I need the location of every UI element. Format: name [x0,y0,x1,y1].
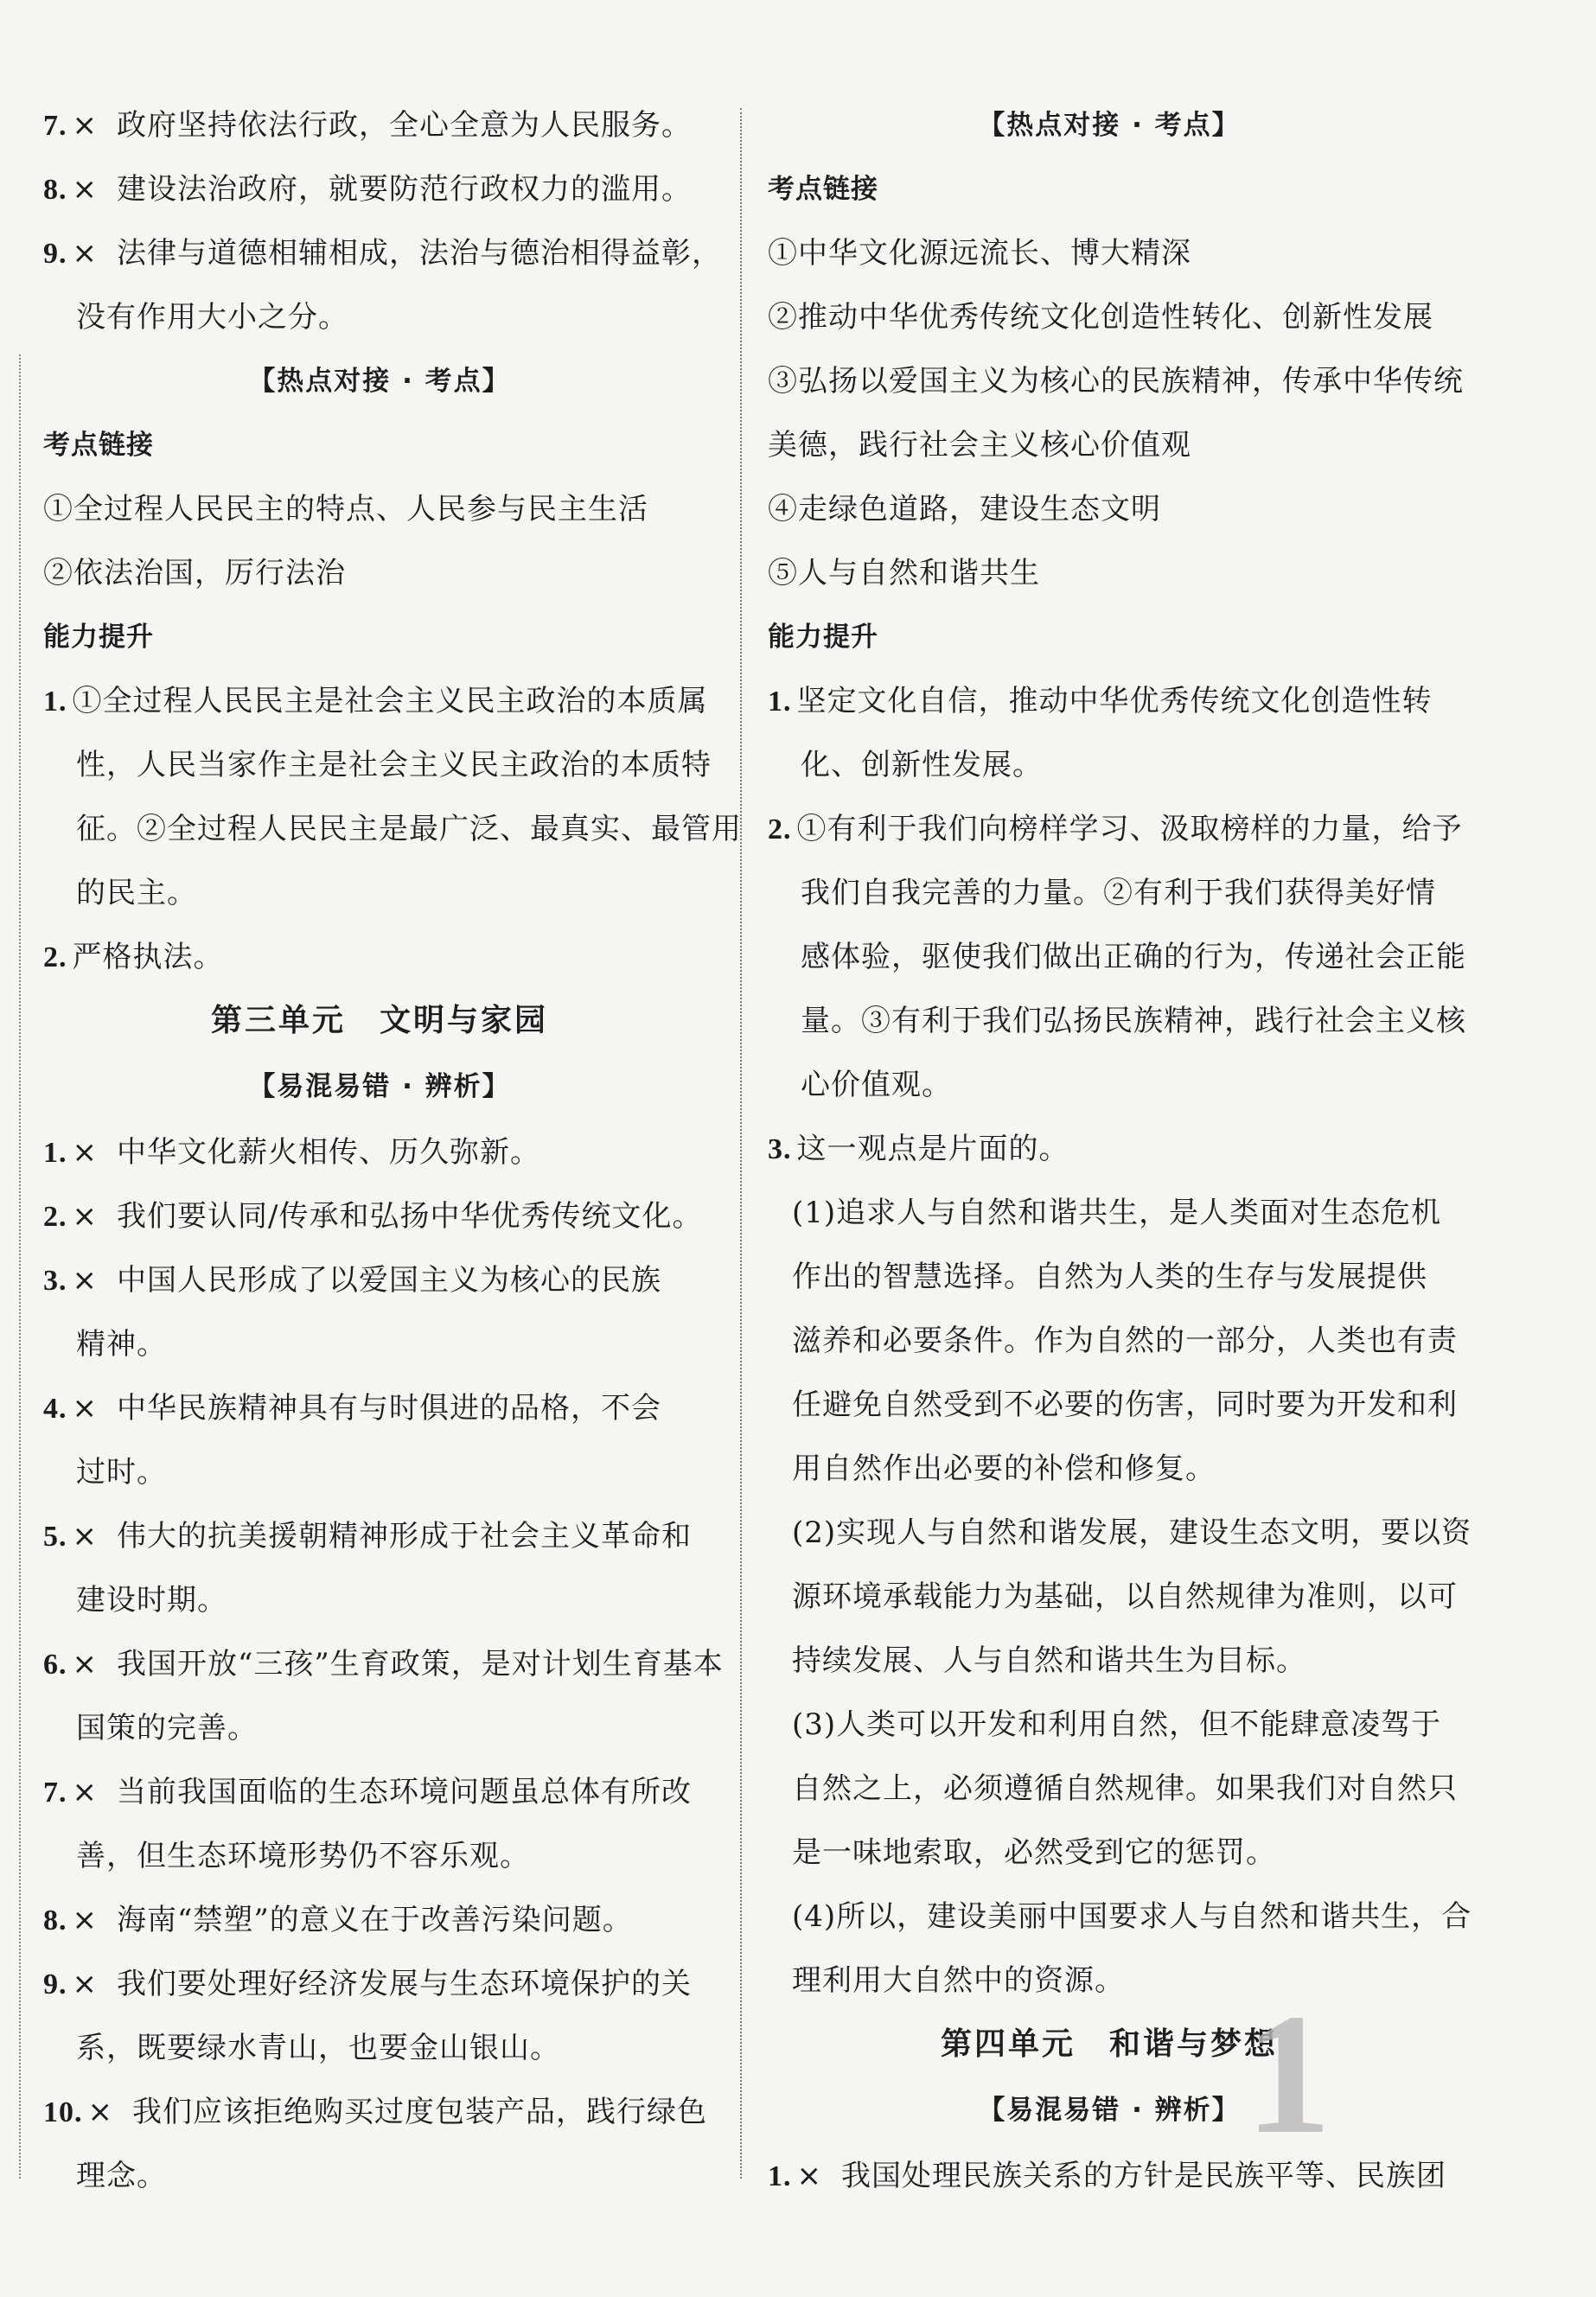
answer-para-cont: 是一味地索取，必然受到它的惩罚。 [792,1835,1276,1870]
answer-line-cont: 量。③有利于我们弘扬民族精神，践行社会主义核 [801,1004,1466,1038]
answer-line: 2. × 我们要认同/传承和弘扬中华优秀传统文化。 [43,1199,703,1234]
answer-line-cont: 感体验，驱使我们做出正确的行为，传递社会正能 [801,940,1466,974]
point-line: ④走绿色道路，建设生态文明 [768,492,1161,526]
answer-line: 8. × 海南“禁塑”的意义在于改善污染问题。 [43,1903,633,1937]
answer-line-cont: 我们自我完善的力量。②有利于我们获得美好情 [801,876,1436,910]
answer-para-cont: 用自然作出必要的补偿和修复。 [792,1452,1216,1486]
answer-line: 7. × 政府坚持依法行政，全心全意为人民服务。 [43,108,692,143]
subheading: 考点链接 [43,430,154,461]
answer-line: 7. × 当前我国面临的生态环境问题虽总体有所改 [43,1775,692,1809]
point-line: ①中华文化源远流长、博大精深 [768,236,1191,271]
answer-para-cont: 滋养和必要条件。作为自然的一部分，人类也有责 [792,1324,1458,1358]
answer-para: (3)人类可以开发和利用自然，但不能肆意凌驾于 [792,1707,1442,1742]
unit-title: 第四单元 和谐与梦想 [940,2026,1278,2062]
answer-line: 1. × 中华文化薪火相传、历久弥新。 [43,1135,540,1170]
point-line: ①全过程人民民主的特点、人民参与民主生活 [43,492,648,526]
subheading: 考点链接 [768,174,878,205]
answer-para-cont: 理利用大自然中的资源。 [792,1963,1125,1998]
section-heading: 【热点对接 · 考点】 [978,110,1241,141]
answer-line-cont: 征。②全过程人民民主是最广泛、最真实、最管用 [76,812,742,846]
page-number: 1 [1245,1979,1331,2170]
section-heading: 【热点对接 · 考点】 [248,366,511,397]
answer-line-cont: 化、创新性发展。 [801,748,1043,782]
point-line: ②依法治国，厉行法治 [43,556,346,590]
answer-line: 4. × 中华民族精神具有与时俱进的品格，不会 [43,1391,661,1426]
point-line: ⑤人与自然和谐共生 [768,556,1040,590]
answer-para-cont: 持续发展、人与自然和谐共生为目标。 [792,1643,1306,1678]
answer-line-cont: 国策的完善。 [76,1711,258,1745]
subheading: 能力提升 [43,622,154,653]
answer-line-cont: 性，人民当家作主是社会主义民主政治的本质特 [76,748,712,782]
answer-line: 3. × 中国人民形成了以爱国主义为核心的民族 [43,1263,661,1298]
unit-title: 第三单元 文明与家园 [210,1003,548,1038]
answer-para-cont: 任避免自然受到不必要的伤害，同时要为开发和利 [792,1388,1458,1422]
answer-line: 9. × 法律与道德相辅相成，法治与德治相得益彰， [43,236,722,271]
answer-line-cont: 过时。 [76,1455,167,1490]
answer-line-cont: 的民主。 [76,876,197,910]
answer-line-cont: 心价值观。 [801,1068,952,1102]
answer-line: 1. ①全过程人民民主是社会主义民主政治的本质属 [43,684,708,718]
answer-line-cont: 理念。 [76,2159,167,2193]
answer-line-cont: 善，但生态环境形势仍不容乐观。 [76,1839,530,1873]
answer-line-cont: 建设时期。 [76,1583,227,1617]
answer-para: (2)实现人与自然和谐发展，建设生态文明，要以资 [792,1515,1472,1550]
point-line: ③弘扬以爱国主义为核心的民族精神，传承中华传统 [768,364,1464,399]
section-heading: 【易混易错 · 辨析】 [248,1071,511,1102]
answer-line: 9. × 我们要处理好经济发展与生态环境保护的关 [43,1967,692,2001]
answer-line: 8. × 建设法治政府，就要防范行政权力的滥用。 [43,172,692,207]
left-margin-divider [19,354,21,2179]
answer-para-cont: 自然之上，必须遵循自然规律。如果我们对自然只 [792,1771,1458,1806]
point-line-cont: 美德，践行社会主义核心价值观 [768,428,1191,463]
answer-line: 1. 坚定文化自信，推动中华优秀传统文化创造性转 [768,684,1433,718]
answer-line: 5. × 伟大的抗美援朝精神形成于社会主义革命和 [43,1519,692,1554]
answer-line: 3. 这一观点是片面的。 [768,1132,1069,1166]
column-divider [740,108,742,2179]
answer-para-cont: 作出的智慧选择。自然为人类的生存与发展提供 [792,1260,1427,1294]
answer-line-cont: 系，既要绿水青山，也要金山银山。 [76,2031,560,2065]
answer-line-cont: 没有作用大小之分。 [76,300,348,335]
answer-para-cont: 源环境承载能力为基础，以自然规律为准则，以可 [792,1579,1458,1614]
answer-line-cont: 精神。 [76,1327,167,1362]
answer-line: 10. × 我们应该拒绝购买过度包装产品，践行绿色 [43,2095,707,2129]
answer-line: 6. × 我国开放“三孩”生育政策，是对计划生育基本 [43,1647,724,1681]
section-heading: 【易混易错 · 辨析】 [978,2095,1241,2126]
answer-line: 2. 严格执法。 [43,940,224,974]
point-line: ②推动中华优秀传统文化创造性转化、创新性发展 [768,300,1433,335]
answer-line: 1. × 我国处理民族关系的方针是民族平等、民族团 [768,2159,1446,2193]
subheading: 能力提升 [768,622,878,653]
answer-line: 2. ①有利于我们向榜样学习、汲取榜样的力量，给予 [768,812,1463,846]
answer-para: (1)追求人与自然和谐共生，是人类面对生态危机 [792,1196,1442,1230]
answer-para: (4)所以，建设美丽中国要求人与自然和谐共生，合 [792,1899,1472,1934]
